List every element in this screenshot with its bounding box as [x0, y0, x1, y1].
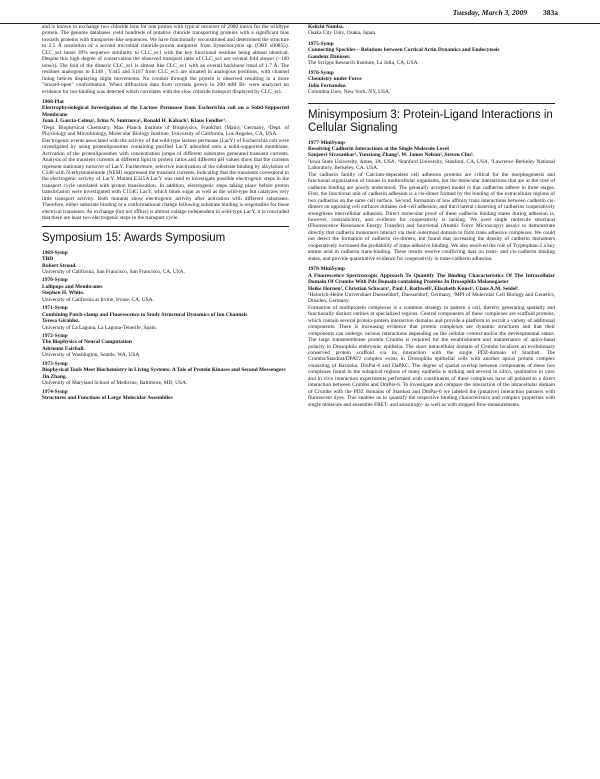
abstract-affiliation: University of Washington, Seattle, WA, USA. — [42, 352, 141, 359]
abstract-title: Resolving Cadherin Interactions at the Single Molecule Level — [308, 145, 449, 152]
abstract-authors: Gaudenz Danuser. — [308, 53, 351, 60]
abstract-authors: Teresa Giraldez. — [42, 318, 80, 325]
abstract-authors: Sanjeevi Sivasankar¹, Yunxiang Zhang², W. James Nelson², Steven Chu³. — [308, 152, 474, 159]
right-column — [308, 24, 555, 412]
abstract-title: Combining Patch-clamp and Fluorescence to Study Structural Dynamics of Ion Channels — [42, 311, 248, 318]
abstract-affiliation: University of La Laguna, La Laguna-Tenerife, Spain. — [42, 324, 158, 331]
abstract-title: Chemistry under Force — [308, 76, 362, 83]
symposium-item-1972 — [42, 333, 289, 359]
abstract-authors: Juan J. Garcia-Celma¹, Irina N. Smirnova², Ronald H. Kaback², Klaus Fendler¹. — [42, 118, 227, 125]
abstract-authors: Stephen H. White. — [42, 290, 85, 297]
abstract-body: Electrogenic events associated with the activity of the wild-type lactose permease (LacY) of Escherichia coli were investigated by using proteoliposomes containing purified LacY adsorbed onto a solid-supported membrane. Activation of the proteoliposomes with concentration jumps of different substrates generated transient currents. Analysis of the transient currents at different lipid to protein ratios and different pH values show that the currents represent stationary turnover of LacY. Furthermore, selective inactivation of the substrate binding by alkylation of C148 with N-ethylmaleimide (NEM) suppressed the transient currents, indicating that the transients correspond to the electrogenic activity of LacY. Mutant E325A LacY was used to investigate possible electrogenic steps in the transport cycle unrelated with proton translocation. In addition, electrogenic steps taking place before proton translocation were investigated with C154G LacY, which binds sugar as well as the wild-type but catalyzes very little transport activity. Both mutants show electrogenic activity after activation with different substrates. Therefore, either substrate binding or a conformational change following substrate binding is responsible for these electrical transients. As exchange (but not efflux) is almost voltage independent in wild-type LacY, it is concluded that there are least two electrogenic steps in the transport cycle. — [42, 137, 289, 222]
symposium-item-1974 — [42, 389, 289, 402]
abstract-authors: Robert Stroud. — [42, 262, 77, 269]
abstract-title: The Biophysics of Neural Computation — [42, 339, 132, 346]
abstract-title: A Fluorescence Spectroscopic Approach To Quantify The Binding Characteristics Of The Intracellular Domain Of Crumbs With Pdz Domain-containing Proteins In Drosophila Melanogaster — [308, 272, 555, 286]
abstract-number: 1969-Symp — [42, 249, 68, 256]
abstract-body: Formation of multiprotein complexes is a common strategy to pattern a cell, thereby generating spatially and functionally distinct entities at specialized regions. Central components of these complexes are scaffold proteins, which contain several protein-protein interaction domains and provide a platform to recruit a variety of additional components. There is increasing evidence that protein complexes are dynamic structures and that their components can undergo various interactions depending on the cellular context and/or the developmental status. The large transmembrane protein Crumbs is required for the establishment and maintenance of apico-basal polarity in Drosophila embryonic epithelia. The short intracellular domain of Crumbs localizes an evolutionary conserved protein scaffold via its interaction with the single PDZ-domain of Stardust. The Crumbs/Stardust/DPATJ complex exists in Drosophila epithelial cells with another apical protein complex consisting of Bazooka, DmPar-6 and DaPKC. The degree of spatial overlap between components of these two complexes found in the subapical regions of many epithelia is striking and several in silico, qualitative in vitro and in vivo interaction experiments performed with constituents of these complexes have all pointed to a direct interaction between Crumbs and DmPar-6. To investigate and compare the interaction of the intracellular domain of Crumbs with the PDZ domains of Stardust and DmPar-6 we labeled the (putative) interaction partners with fluorescent dyes. This enables us to quantify the respective binding characteristics and complex properties with single molecule and ensemble FRET- and anisotropy- as well as with stopped flow-measurements. — [308, 304, 555, 408]
abstract-title: Structures and Functions of Large Molecular Assemblies — [42, 395, 173, 402]
abstract-title: Electrophysiological Investigation of the Lactose Permease from Escherichia coli on a Solid-Supported Membrane — [42, 105, 289, 118]
header-page-number: 383a — [543, 8, 558, 17]
abstract-1977 — [308, 140, 555, 263]
abstract-title: Lollipops and Membranes — [42, 283, 103, 290]
abstract-affiliation: University of Maryland School of Medicine, Baltimore, MD, USA. — [42, 380, 188, 387]
page-header — [0, 7, 600, 24]
abstract-number: 1978-MiniSymp — [308, 266, 345, 273]
abstract-number: 1972-Symp — [42, 333, 68, 340]
abstract-affiliation: The Scripps Research Institute, La Jolla, CA, USA. — [308, 60, 419, 67]
abstract-affiliation: ¹Iowa State University, Ames, IA, USA, ²Stanford University, Stanford, CA, USA, ³Lawrence Berkeley National Laboratory, Berkeley, CA, USA. — [308, 158, 555, 172]
abstract-affiliation: ¹Heinrich-Heine Universitaet Duesseldorf, Duesseldorf, Germany, ²MPI of Molecular Cell Biology and Genetics, Dresden, Germany. — [308, 291, 555, 305]
continued-author: Keiichi Namba. — [308, 24, 344, 30]
symposium-item-1970 — [42, 277, 289, 303]
abstract-authors: Julio Fernandez. — [308, 82, 347, 89]
abstract-number: 1970-Symp — [42, 277, 68, 284]
abstract-number: 1976-Symp — [308, 69, 334, 76]
symposium-item-1976 — [308, 70, 555, 96]
abstract-title: TBD — [42, 256, 54, 263]
abstract-number: 1973-Symp — [42, 360, 68, 367]
symposium-item-1971 — [42, 305, 289, 331]
header-date: Tuesday, March 3, 2009 — [452, 8, 527, 17]
abstract-title: Connecting Speckles – Relations between Cortical Actin Dynamics and Endocytosis — [308, 47, 500, 54]
abstract-authors: Heike Hornen¹, Christian Schwarz¹, Paul J. Rothwell², Elisabeth Knust², Claus A.M. Seidel¹. — [308, 285, 520, 292]
symposium-15-heading: Symposium 15: Awards Symposium — [42, 226, 289, 245]
abstract-authors: Jin Zhang. — [42, 373, 67, 380]
abstract-number: 1971-Symp — [42, 305, 68, 312]
abstract-1978 — [308, 266, 555, 408]
symposium-item-1973 — [42, 361, 289, 387]
continued-abstract-text: and is known to exchange two chloride ions for one proton with typical turnover of 2000 ions/s for the wildtype protein. The genome databases yield hundreds of putative chloride transporting proteins with a significant bias towards proteins with transporter-like sequences. We have functionally reconstituted and determined the structure to 2.5 Å resolution of a second microbial chloride-proton antiporter from Synechocystis sp. (ORF sll0855). CLC_ss1 bears 39% sequence similarity to CLC_ec1 with the key functional residues being almost identical. Despite this high degree of conservation the observed transport rates of CLC_ss1 are several fold slower (~100 ions/s). The fold of the dimeric CLC_ss1 is almost like CLC_ec1 with an overall backbone rmsd of 1.7 Å. The residues analogous to E148 , Y445 and S107 from CLC_ec1 are situated in analogous positions, with channel lining helices displaying slight movements. No conduit through the protein is observed resulting in a more "inward-open" conformation. When diffraction data from crystals grown in 200 mM Br- were analyzed no evidence for ion-binding was detected which correlates with the slow chloride transport displayed by CLC_ss1. — [42, 24, 289, 95]
abstract-number: 1968-Plat — [42, 98, 64, 105]
symposium-item-1975 — [308, 41, 555, 67]
abstract-1968 — [42, 99, 289, 222]
abstract-authors: Adrienne Fairhall. — [42, 345, 85, 352]
abstract-affiliation: Columbia Univ, New York, NY, USA. — [308, 89, 391, 96]
left-column — [42, 24, 289, 402]
abstract-affiliation: University of California, San Francisco, San Francisco, CA, USA. — [42, 268, 185, 275]
abstract-body: The cadherin family of Calcium-dependent cell adhesion proteins are critical for the morphogenesis and functional organization of tissues in multicellular organisms, but the molecular interactions that are at the core of cadherin binding are poorly understood. The generally accepted model is that cadherins adhere in three stages. First, the functional unit of cadherin adhesion is a cis-dimer formed by the binding of the extracellular regions of two cadherins on the same cell surface. Second, formation of low affinity trans interactions between cadherin cis-dimers on opposing cell surfaces initiates cell-cell adhesion, and third lateral clustering of cadherins cooperatively strengthens intercellular adhesion. Direct molecular proof of these cadherin binding states during adhesion is, however, contradictory, and evidence for cooperativity is lacking. We used single molecule structural (Fluorescence Resonance Energy Transfer) and functional (Atomic Force Microscopy) assays to demonstrate directly that cadherin monomers interact via their outermost domain to form trans adhesive complexes. We could not detect the formation of cadherin cis-dimers, but found that increasing the density of cadherin monomers cooperatively increased the probability of trans-adhesive binding. We also resolved the role of Tryptophan-2 a key amino acid in cadherin trans-binding. These results resolve conflicting data on trans- and cis-cadherin binding states, and provide quantitative evidence for cooperativity in trans-cadherin adhesion. — [308, 171, 555, 262]
abstract-affiliation: University of California at Irvine, Irvine, CA, USA. — [42, 296, 154, 303]
abstract-number: 1975-Symp — [308, 40, 334, 47]
abstract-affiliation: ¹Dept. Biophysical Chemistry, Max Planck Institute of Biophysics, Frankfurt (Main), Germany, ²Dept. of Physiology and Microbiology, Molecular Biology Institute, University of California, Los Angeles, CA, USA. — [42, 124, 289, 138]
abstract-number: 1977-MiniSymp — [308, 139, 345, 146]
symposium-item-1969 — [42, 250, 289, 276]
continued-affiliation: Osaka City Univ, Osaka, Japan. — [308, 30, 377, 37]
abstract-title: Biophysical Tools Meet Biochemistry in Living Systems: A Tale of Protein Kinases and Second Messengers — [42, 367, 286, 374]
abstract-number: 1974-Symp — [42, 388, 68, 395]
minisymposium-3-heading: Minisymposium 3: Protein-Ligand Interactions in Cellular Signaling — [308, 103, 555, 135]
